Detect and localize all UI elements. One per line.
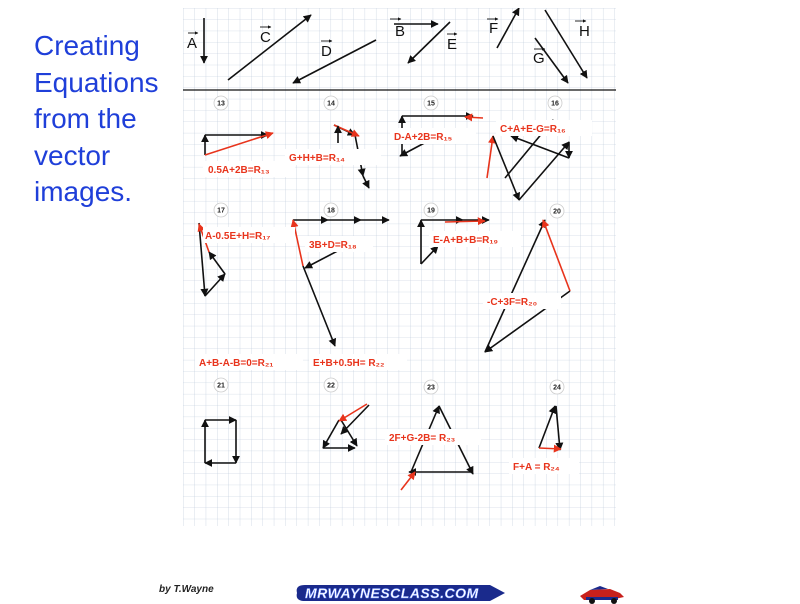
svg-text:13: 13 — [217, 100, 225, 108]
problem-number — [424, 96, 438, 110]
equation-22 — [309, 354, 407, 370]
svg-text:23: 23 — [427, 384, 435, 392]
author-credit: by T.Wayne — [159, 584, 214, 595]
vector-label: C — [260, 29, 271, 46]
svg-text:22: 22 — [327, 382, 335, 390]
equation-17 — [203, 227, 295, 243]
problem-number — [424, 380, 438, 394]
problem-number — [424, 203, 438, 217]
equation-23 — [385, 429, 481, 445]
vector-label: H — [579, 23, 590, 40]
svg-text:0.5A+2B=R₁₃: 0.5A+2B=R₁₃ — [208, 165, 270, 176]
problem-number — [214, 378, 228, 392]
problem-number — [550, 380, 564, 394]
svg-text:D-A+2B=R₁₅: D-A+2B=R₁₅ — [394, 132, 453, 143]
title-line: images. — [34, 176, 133, 207]
svg-text:21: 21 — [217, 382, 225, 390]
problem-number — [324, 203, 338, 217]
svg-text:F+A = R₂₄: F+A = R₂₄ — [513, 462, 560, 473]
equation-15 — [390, 128, 476, 144]
slide-title — [34, 28, 159, 211]
equation-19 — [429, 231, 521, 247]
svg-text:3B+D=R₁₈: 3B+D=R₁₈ — [309, 240, 357, 251]
problem-number — [324, 96, 338, 110]
equation-24 — [509, 458, 579, 474]
svg-text:17: 17 — [217, 207, 225, 215]
equation-18 — [305, 236, 373, 252]
vector-label: F — [489, 20, 499, 37]
problem-number — [324, 378, 338, 392]
vector-label: A — [187, 35, 198, 52]
equation-14 — [285, 149, 381, 165]
svg-text:24: 24 — [553, 384, 561, 392]
vector-worksheet — [183, 8, 616, 526]
vector-label: B — [395, 23, 406, 40]
svg-text:18: 18 — [327, 207, 335, 215]
vector-label: D — [321, 43, 332, 60]
title-line: Equations — [34, 66, 159, 98]
svg-text:2F+G-2B= R₂₃: 2F+G-2B= R₂₃ — [389, 433, 456, 444]
svg-text:G+H+B=R₁₄: G+H+B=R₁₄ — [289, 153, 345, 164]
equation-20 — [483, 293, 561, 309]
title-line: from the — [34, 103, 137, 134]
site-logo — [295, 582, 625, 604]
logo-text: MRWAYNESCLASS.COM — [305, 585, 479, 601]
problem-number — [214, 203, 228, 217]
svg-text:14: 14 — [327, 100, 335, 108]
title-line: vector — [34, 139, 111, 171]
problem-number — [548, 96, 562, 110]
title-line: Creating — [34, 30, 140, 61]
svg-text:E+B+0.5H= R₂₂: E+B+0.5H= R₂₂ — [313, 358, 385, 369]
svg-text:15: 15 — [427, 100, 435, 108]
svg-text:16: 16 — [551, 100, 559, 108]
svg-text:20: 20 — [553, 208, 561, 216]
equation-16 — [496, 120, 592, 136]
svg-text:E-A+B+B=R₁₉: E-A+B+B=R₁₉ — [433, 235, 499, 246]
svg-text:19: 19 — [427, 207, 435, 215]
vector-label: G — [533, 50, 545, 67]
problem-number — [550, 204, 564, 218]
svg-text:C+A+E-G=R₁₆: C+A+E-G=R₁₆ — [500, 124, 566, 135]
svg-text:-C+3F=R₂₀: -C+3F=R₂₀ — [487, 297, 538, 308]
equation-21 — [195, 354, 303, 370]
svg-text:A+B-A-B=0=R₂₁: A+B-A-B=0=R₂₁ — [199, 358, 274, 369]
vector-label: E — [447, 36, 458, 53]
svg-text:A-0.5E+H=R₁₇: A-0.5E+H=R₁₇ — [205, 231, 271, 242]
problem-number — [214, 96, 228, 110]
equation-13 — [203, 161, 295, 177]
race-car-icon — [580, 586, 624, 604]
